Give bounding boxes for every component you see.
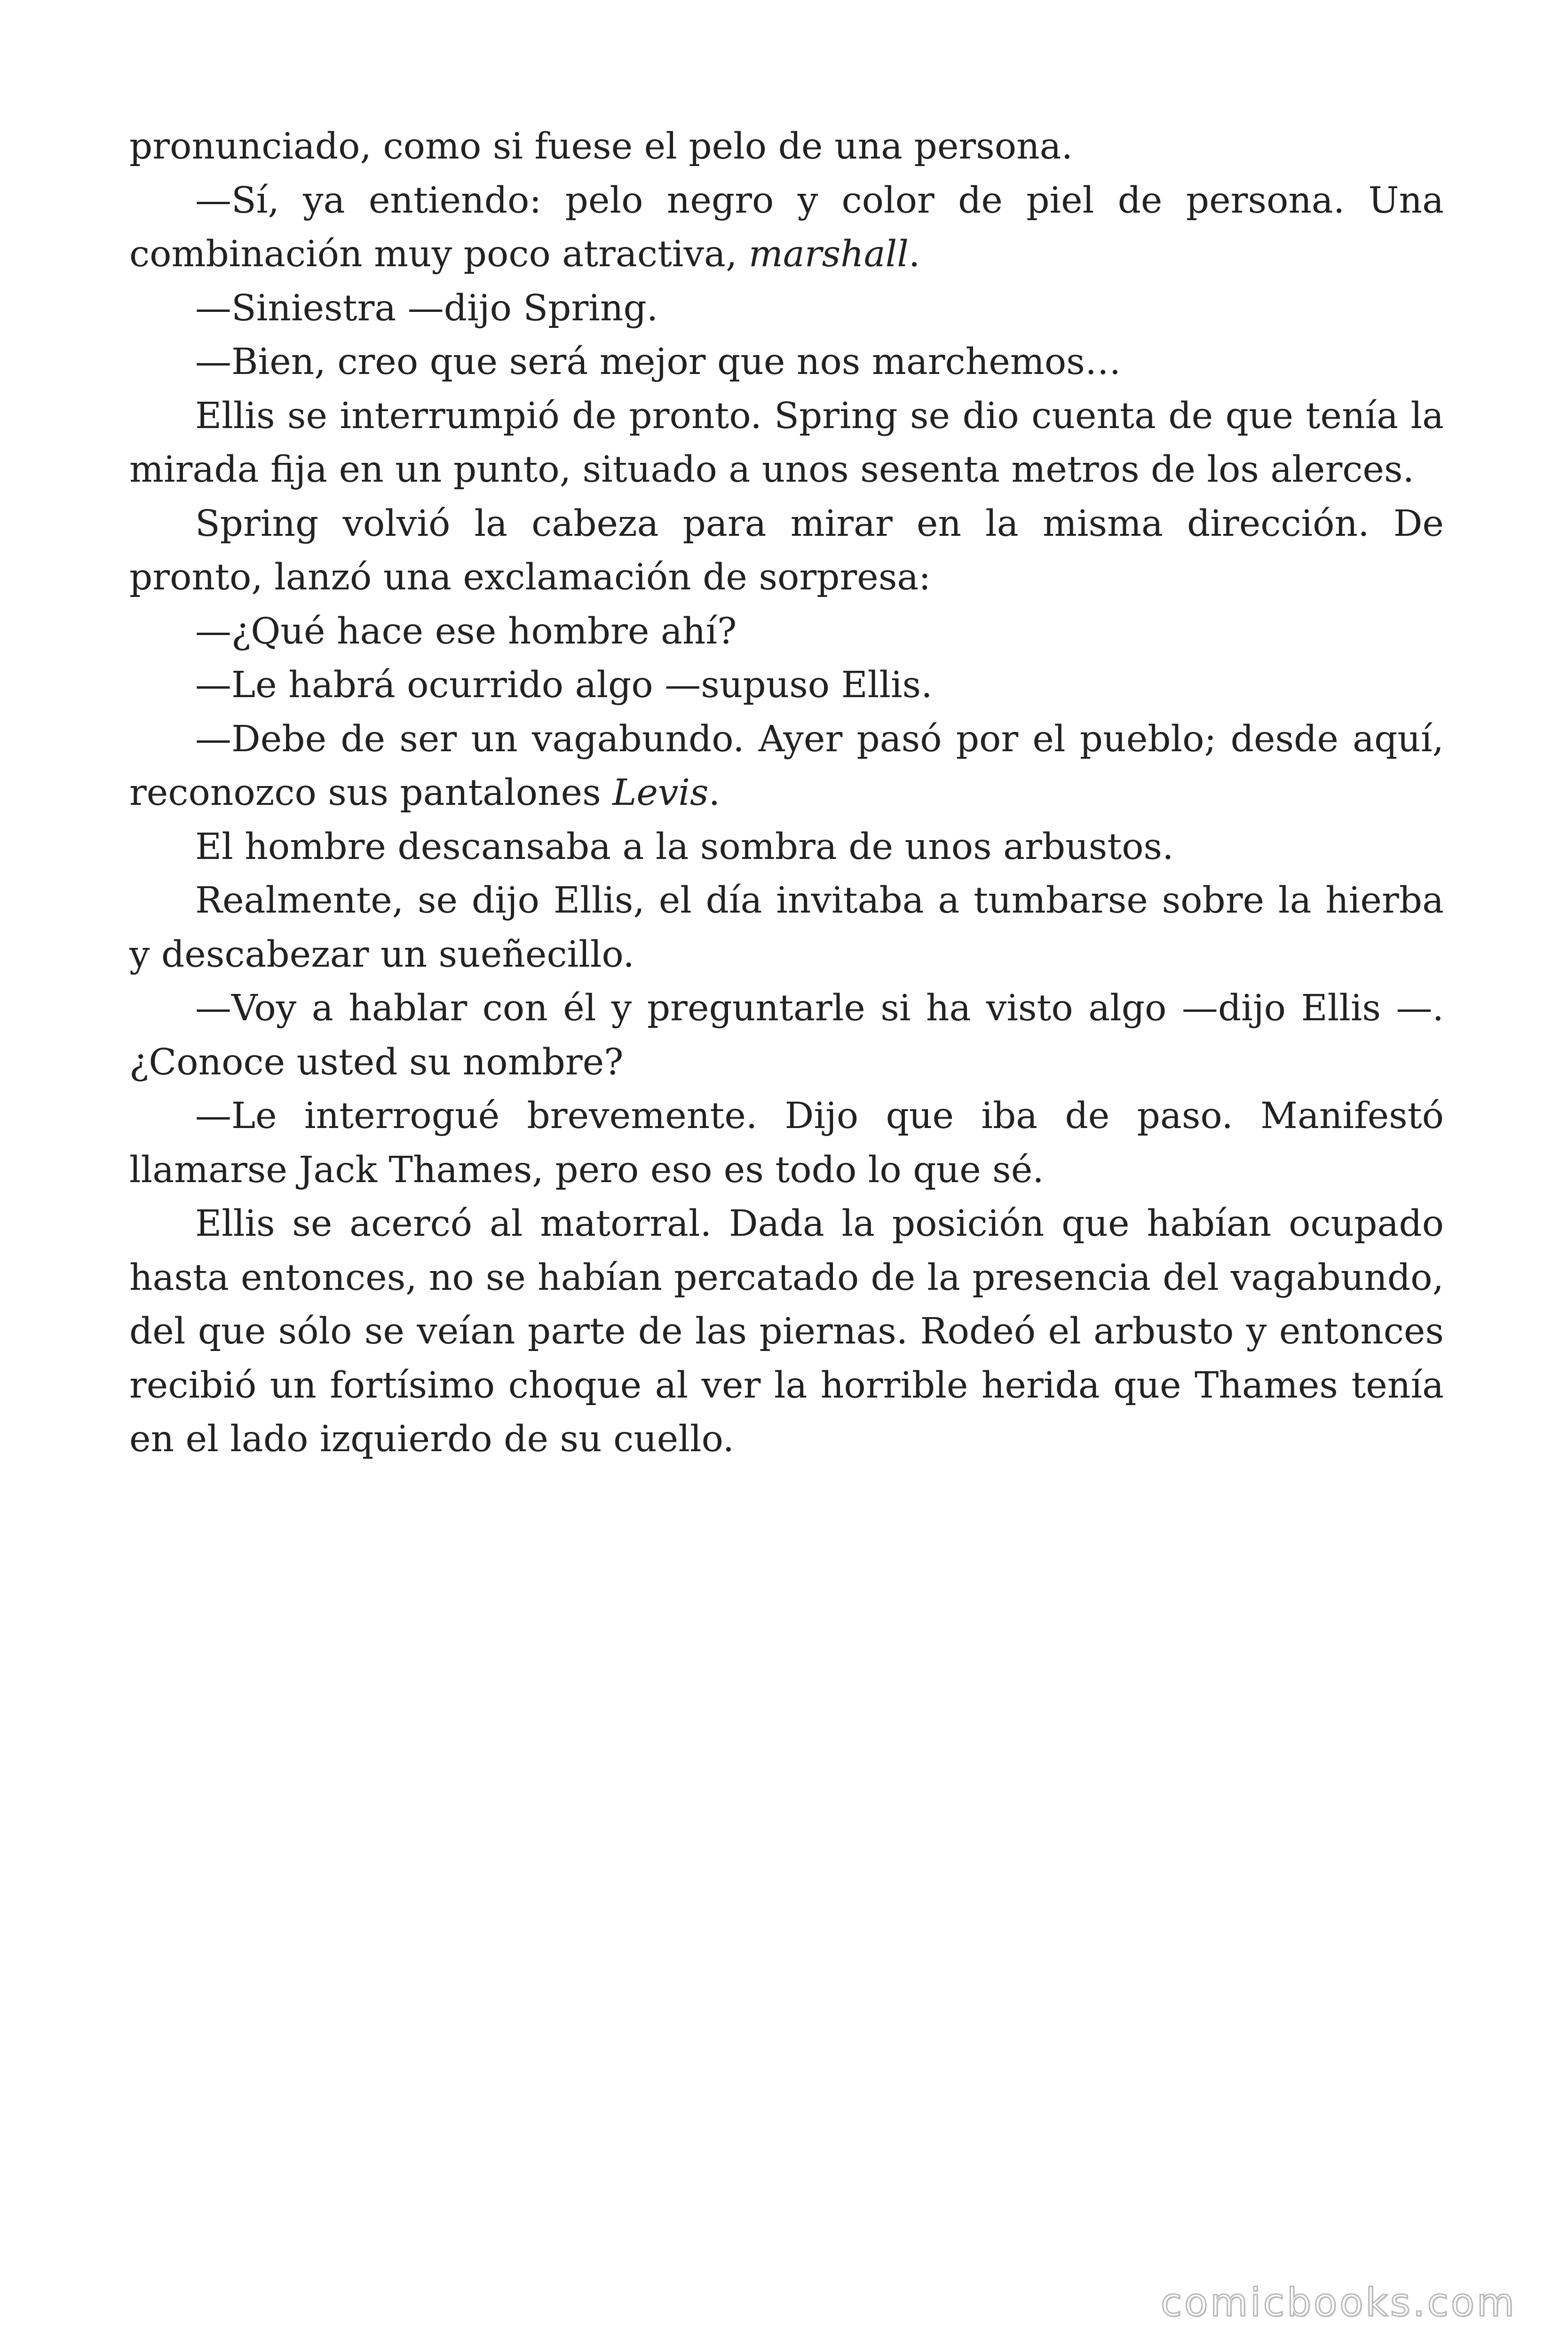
italic-text: Levis [612,772,709,814]
paragraph-text: —Voy a hablar con él y preguntarle si ha visto algo —dijo Ellis —. ¿Conoce usted su nombre? [129,987,1444,1083]
paragraph [129,982,1444,1089]
paragraph-text: . [908,233,920,275]
paragraph-text: Ellis se acercó al matorral. Dada la posición que habían ocupado hasta entonces, no se habían percatado de la presencia del vagabundo, del que sólo se veían parte de las piernas. Rodeó el arbusto y entonces recibió un fortísimo choque al ver la horrible herida que Thames tenía en el lado izquierdo de su cuello. [129,1203,1444,1460]
paragraph-text: . [708,772,721,814]
paragraph-text: —Le interrogué brevemente. Dijo que iba de paso. Manifestó llamarse Jack Thames, pero eso es todo lo que sé. [129,1095,1444,1191]
watermark: comicbooks.com [1161,2280,1517,2325]
paragraph-text: Realmente, se dijo Ellis, el día invitaba a tumbarse sobre la hierba y descabezar un sueñecillo. [129,880,1444,976]
paragraph-text: El hombre descansaba a la sombra de unos arbustos. [195,826,1174,868]
paragraph [129,282,1444,336]
paragraph [129,335,1444,389]
paragraph-text: Ellis se interrumpió de pronto. Spring se dio cuenta de que tenía la mirada fija en un punto, situado a unos sesenta metros de los alerces. [129,395,1444,491]
paragraph [129,820,1444,874]
paragraph [129,174,1444,282]
paragraph [129,659,1444,713]
paragraph-text: Spring volvió la cabeza para mirar en la misma dirección. De pronto, lanzó una exclamación de sorpresa: [129,502,1444,598]
paragraph-text: pronunciado, como si fuese el pelo de una persona. [129,126,1073,167]
paragraph-text: —Bien, creo que será mejor que nos marchemos… [195,341,1121,383]
body-text [129,120,1444,1467]
paragraph [129,389,1444,497]
paragraph [129,713,1444,820]
paragraph-text: —Debe de ser un vagabundo. Ayer pasó por el pueblo; desde aquí, reconozco sus pantalones [129,718,1444,814]
paragraph-text: —Sí, ya entiendo: pelo negro y color de piel de persona. Una combinación muy poco atractiva, [129,179,1444,275]
paragraph [129,874,1444,982]
paragraph [129,1197,1444,1467]
paragraph-text: —Siniestra —dijo Spring. [195,287,658,329]
italic-text: marshall [748,233,909,275]
paragraph [129,497,1444,605]
paragraph [129,605,1444,659]
paragraph-text: —Le habrá ocurrido algo —supuso Ellis. [195,664,933,706]
paragraph [129,120,1444,174]
paragraph-text: —¿Qué hace ese hombre ahí? [195,610,737,652]
paragraph [129,1089,1444,1197]
